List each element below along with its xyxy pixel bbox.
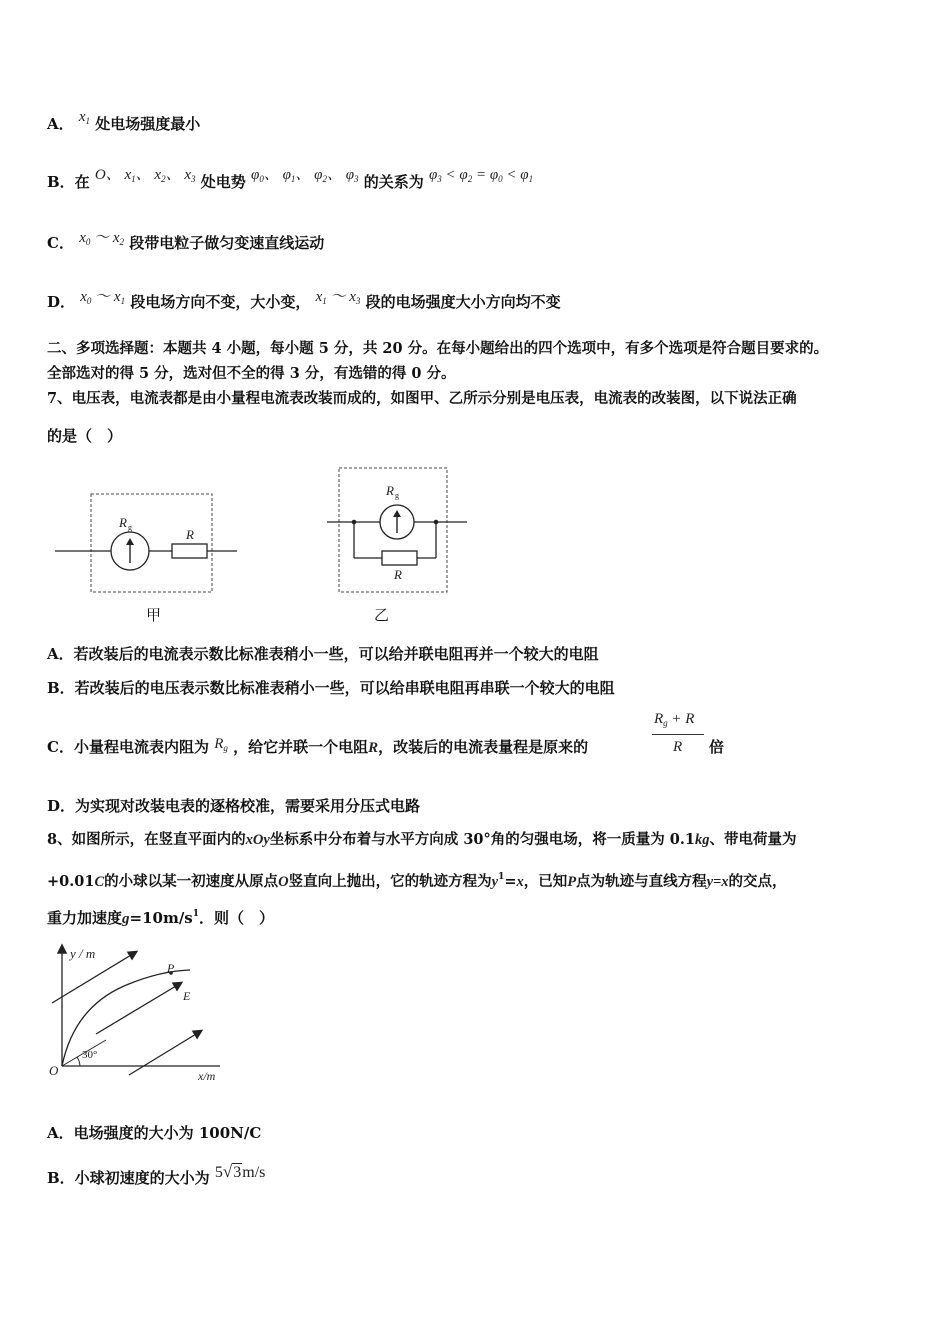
q8-option-b [47,1162,266,1189]
q8-stem-line3 [47,904,274,929]
figure-jia-voltmeter [55,485,245,600]
q7-option-a: A．若改装后的电流表示数比标准表稍小一些，可以给并联电阻再并一个较大的电阻 [47,645,599,663]
q8-l2-eq: = [504,873,517,890]
q7-option-c [47,737,588,762]
q7-c-fraction-bar [652,734,704,735]
q7-c-end: 倍 [709,738,725,756]
q6-b-phis: $\varphi_0$、 $\varphi_1$、 $\varphi_2$、 $\varphi_3$ [251,167,359,184]
q8-l3-c: ．则（ ） [199,909,275,927]
q8-b-sqrt: √ [222,1162,233,1181]
q8-field-line-3 [129,1031,201,1075]
q8-b-pre: B．小球初速度的大小为 [47,1169,210,1187]
q8-l2-b: 的小球以某一初速度从原点 [104,873,279,890]
figure-yi-ammeter [325,465,475,595]
q6-a-label: A． [47,115,74,133]
q6-b-points: O、 $x_1$、 $x_2$、 $x_3$ [94,167,196,184]
jia-label-r: R [186,527,194,542]
q8-l2-c-unit: C [94,874,105,890]
yi-label-rg-sub: g [395,491,399,500]
q6-d-text2: 段的电场强度大小方向均不变 [365,293,561,311]
q7-c-pre: C．小量程电流表内阻为 [47,738,209,756]
q7-stem-line1: 7、电压表，电流表都是由小量程电流表改装而成的，如图甲、乙所示分别是电压表，电流表的改装图，以下说法正确 [47,390,797,407]
q8-label-x: x/m [198,1069,216,1083]
q8-b-unit: m/s [242,1164,266,1181]
q6-option-b [47,167,534,197]
section2-line1: 二、多项选择题：本题共 4 小题，每小题 5 分，共 20 分。在每小题给出的四个选项中，有多个选项是符合题目要求的。 [47,340,829,357]
q8-l2-c: 竖直向上抛出，它的轨迹方程为 [288,873,492,890]
q8-l2-a: +0.01 [47,873,95,890]
q8-l1-pre: 8、如图所示，在竖直平面内的 [47,831,246,848]
q8-b-3: 3 [233,1164,242,1181]
q8-option-a: A．电场强度的大小为 100N/C [47,1124,262,1142]
q7-c-rg-r: R [214,736,224,752]
q8-label-y: y / m [70,946,96,961]
q7-c-fraction-numerator [654,711,694,728]
q8-label-angle: 30° [82,1049,98,1061]
yi-resistor [382,551,417,565]
q8-l2-o: O [278,874,289,890]
q8-label-p: P [167,961,175,975]
q8-label-o: O [49,1063,59,1078]
q7-c-fraction-denominator: R [673,739,683,755]
figure-yi-caption: 乙 [374,606,390,624]
q6-option-c [47,230,325,258]
q8-l3-g: g [122,911,130,927]
figure-jia-caption: 甲 [146,606,162,624]
q6-d-label: D． [47,293,76,311]
jia-resistor [172,544,207,558]
q8-l1-xoy: xOy [245,832,270,848]
q8-l1-kg: kg [695,832,710,848]
q8-l3-b: =10m/s [129,909,193,927]
q8-l2-sup: 1 [498,872,505,882]
q6-c-range: $x_0$ ～ $x_2$ [79,230,125,247]
q6-c-text: 段带电粒子做匀变速直线运动 [129,234,325,252]
q8-l2-y: y [491,874,499,890]
q7-stem-line2: 的是（ ） [47,427,123,445]
q8-l2-x: x [516,874,524,890]
q6-b-rel: 的关系为 [363,173,424,191]
q7-c-rg [214,736,228,752]
q8-l1-end: 、带电荷量为 [709,831,797,848]
jia-label-rg: R [119,515,127,530]
q6-b-relation: $\varphi_3 < \varphi_2 = \varphi_0 < \varphi_1$ [428,167,534,184]
q6-d-range1: $x_0$ ～ $x_1$ [80,289,126,306]
q7-c-num-g: g [663,718,668,728]
jia-label-rg-sub: g [128,523,132,532]
q8-stem-line1 [47,830,797,850]
yi-label-rg: R [386,483,394,498]
q6-a-x1: $x_1$ [78,109,91,126]
q8-l2-e: 点为轨迹与直线方程 [576,873,707,890]
q7-c-num-plus: + R [671,711,695,727]
q7-option-d: D．为实现对改装电表的逐格校准，需要采用分压式电路 [47,797,421,815]
q6-c-label: C． [47,234,74,252]
jia-dashed-box [91,494,212,592]
q8-l1-mid: 坐标系中分布着与水平方向成 30°角的匀强电场，将一质量为 0.1 [269,831,696,848]
q8-b-value [215,1164,265,1181]
q8-stem-line2 [47,867,787,892]
section2-line2: 全部选对的得 5 分，选对但不全的得 3 分，有选错的得 0 分。 [47,365,456,382]
q6-d-range2: $x_1$ ～ $x_3$ [315,289,361,306]
q8-l2-f: 的交点， [728,873,787,890]
q6-option-a [47,109,201,139]
q8-l2-p: P [567,874,577,890]
q6-b-mid: 处电势 [200,173,246,191]
q7-c-mid: ，给它并联一个电阻 [233,738,369,756]
q8-l3-a: 重力加速度 [47,909,123,927]
q7-c-r: R [368,740,379,756]
q7-option-b: B．若改装后的电压表示数比标准表稍小一些，可以给串联电阻再串联一个较大的电阻 [47,679,615,697]
q6-option-d [47,289,561,317]
q7-c-num-r: R [654,711,664,727]
q8-b-5: 5 [214,1164,223,1181]
q6-b-label: B．在 [47,173,90,191]
q6-a-text: 处电场强度最小 [95,115,201,133]
q8-field-line-2 [96,983,181,1034]
q8-l2-yx: y=x [706,874,729,890]
q7-c-rg-g: g [223,743,228,753]
q6-d-text1: 段电场方向不变，大小变， [130,293,311,311]
q8-l3-sup: 1 [192,909,200,919]
q7-c-post: ，改装后的电流表量程是原来的 [378,738,589,756]
q8-label-e: E [183,989,191,1003]
yi-label-r: R [394,567,402,582]
q8-l2-d: ，已知 [523,873,568,890]
q8-figure-field-diagram [44,938,229,1083]
q8-angle-arc [77,1057,80,1066]
